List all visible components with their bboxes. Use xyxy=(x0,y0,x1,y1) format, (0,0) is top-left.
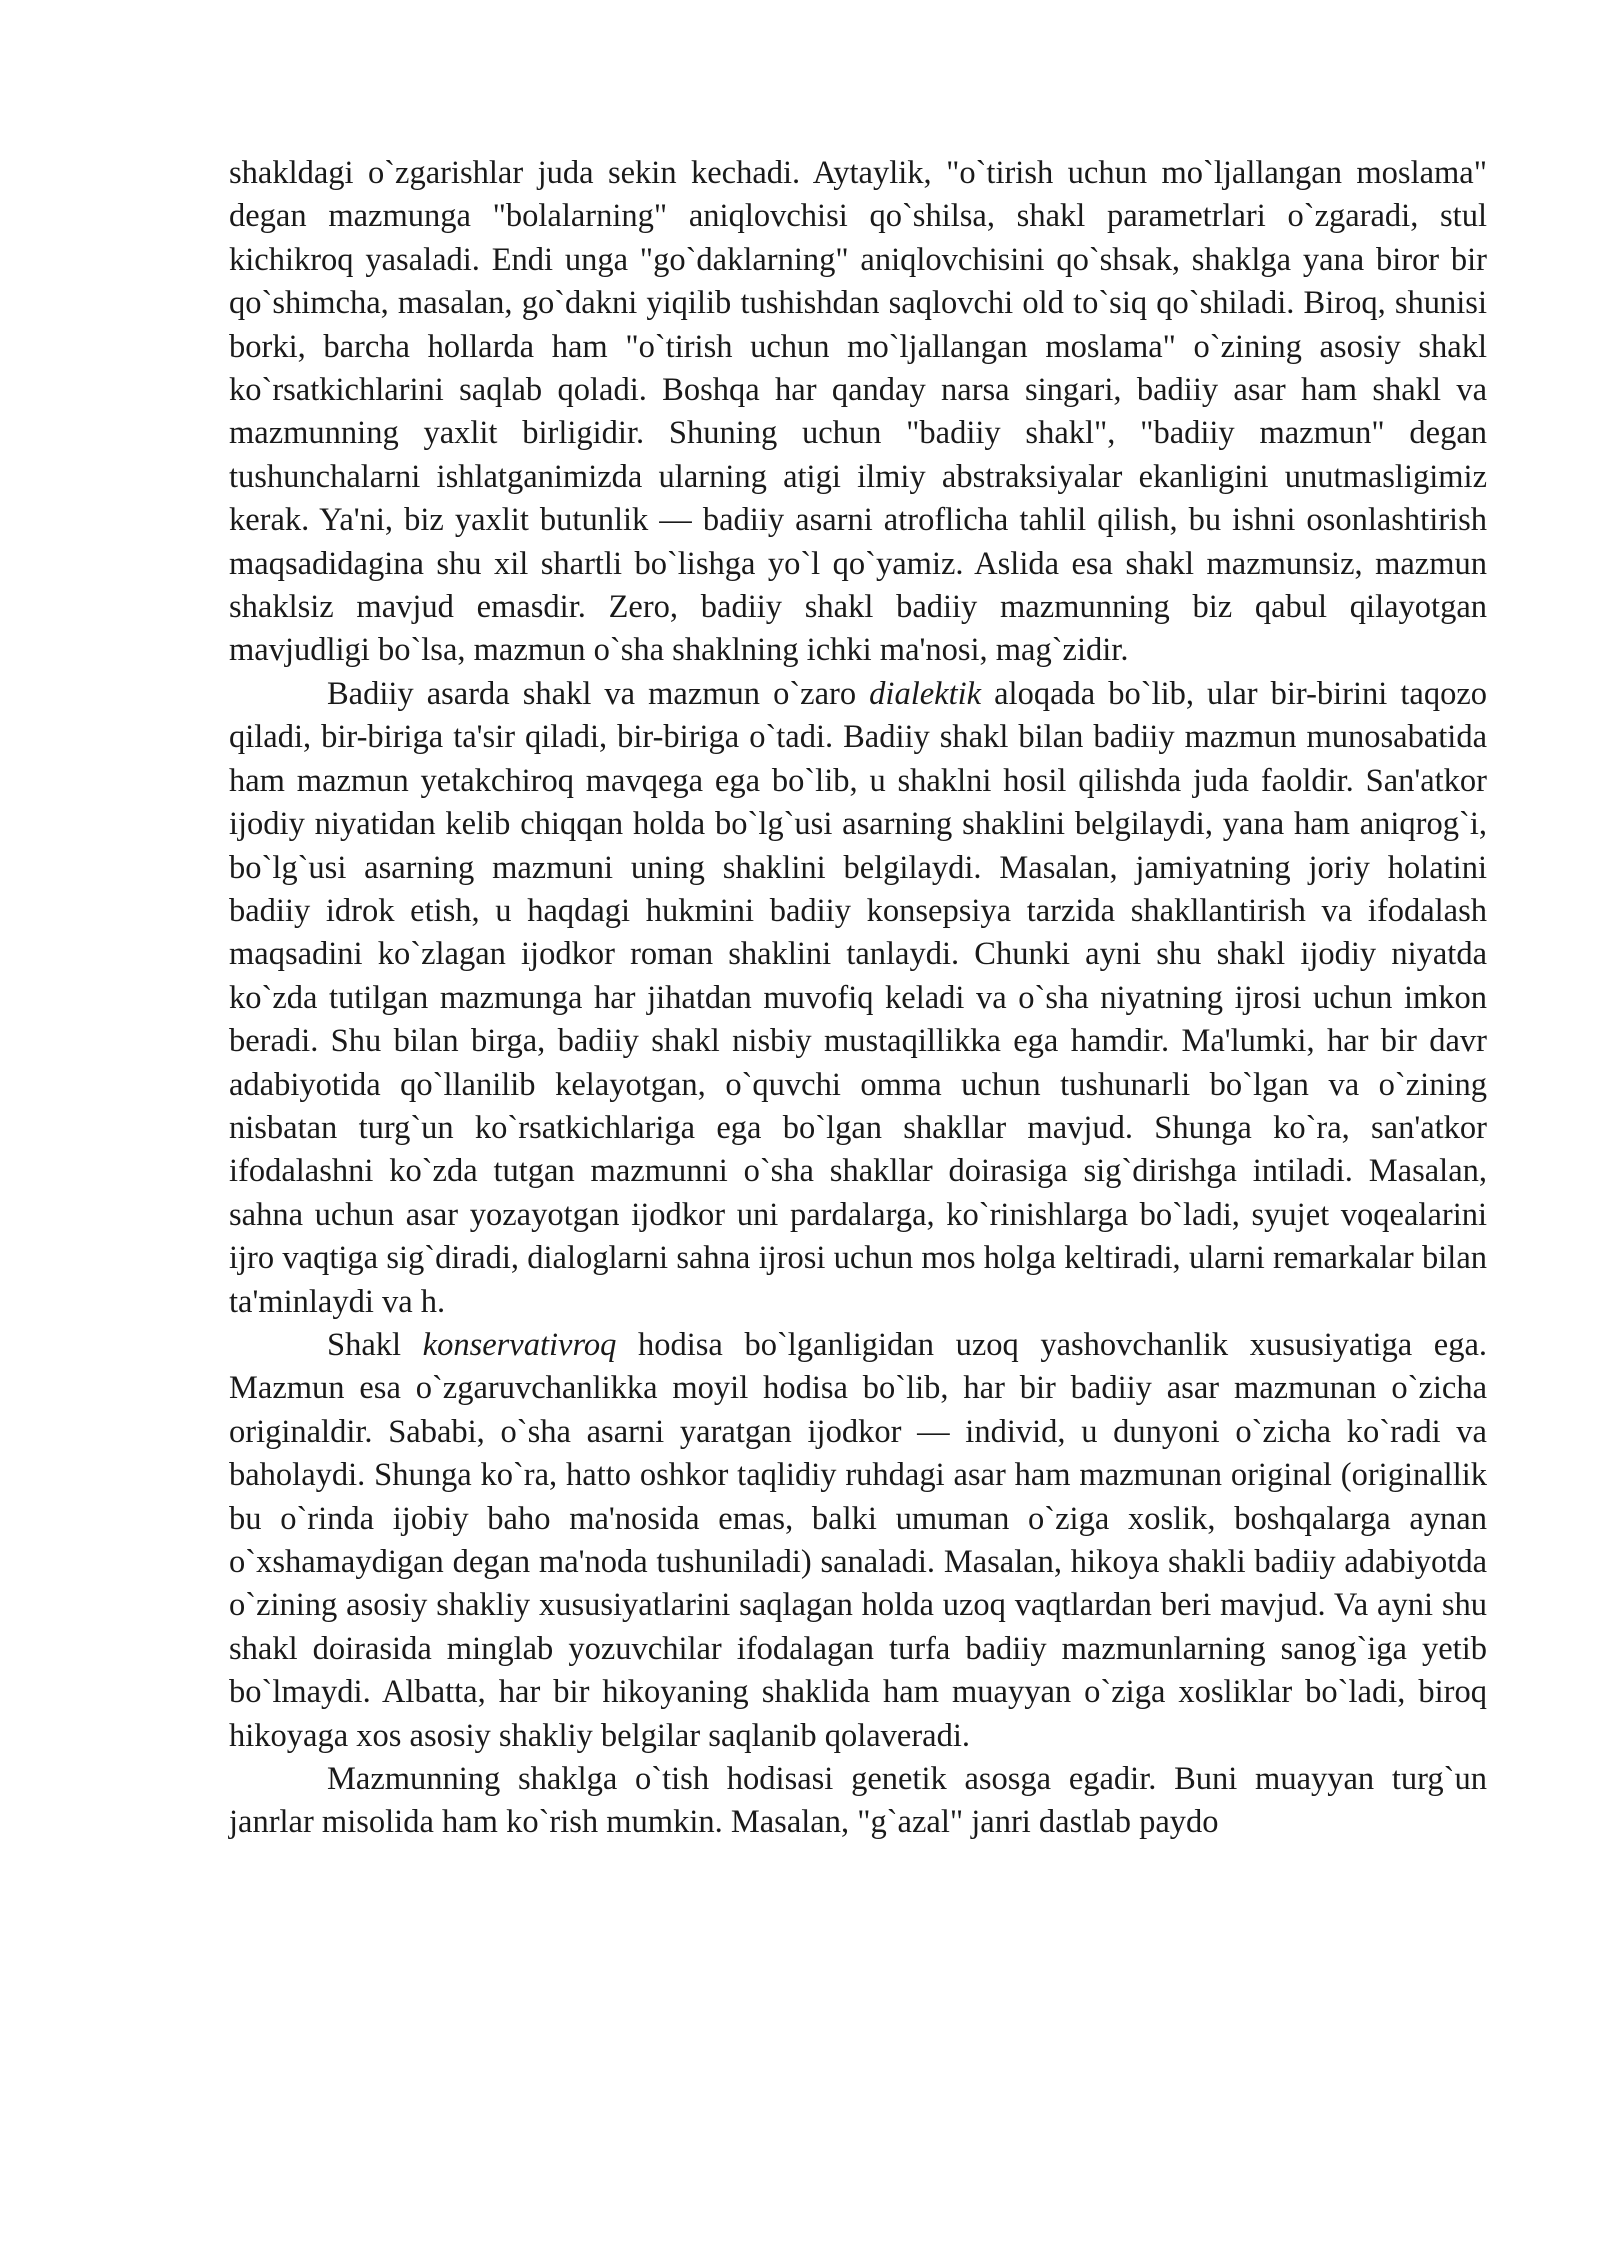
paragraph-2-text-b: aloqada bo`lib, ular bir-birini taqozo qiladi, bir-biriga ta'sir qiladi, bir-biriga o`tadi. Badiiy shakl bilan badiiy mazmun munosabatida ham mazmun yetakchiroq mavqega ega bo`lib, u shaklni hosil qilishda juda faoldir. San'atkor ijodiy niyatidan kelib chiqqan holda bo`lg`usi asarning shaklini belgilaydi, yana ham aniqrog`i, bo`lg`usi asarning mazmuni uning shaklini belgilaydi. Masalan, jamiyatning joriy holatini badiiy idrok etish, u haqdagi hukmini badiiy konsepsiya tarzida shakllantirish va ifodalash maqsadini ko`zlagan ijodkor roman shaklini tanlaydi. Chunki ayni shu shakl ijodiy niyatda ko`zda tutilgan mazmunga har jihatdan muvofiq keladi va o`sha niyatning ijrosi uchun imkon beradi. Shu bilan birga, badiiy shakl nisbiy mustaqillikka ega hamdir. Ma'lumki, har bir davr adabiyotida qo`llanilib kelayotgan, o`quvchi omma uchun tushunarli bo`lgan va o`zining nisbatan turg`un ko`rsatkichlariga ega bo`lgan shakllar mavjud. Shunga ko`ra, san'atkor ifodalashni ko`zda tutgan mazmunni o`sha shakllar doirasiga sig`dirishga intiladi. Masalan, sahna uchun asar yozayotgan ijodkor uni pardalarga, ko`rinishlarga bo`ladi, syujet voqealarini ijro vaqtiga sig`diradi, dialoglarni sahna ijrosi uchun mos holga keltiradi, ularni remarkalar bilan ta'minlaydi va h. xyxy=(229,675,1488,1320)
paragraph-4 xyxy=(229,1758,1487,1845)
paragraph-3-text-b: hodisa bo`lganligidan uzoq yashovchanlik xususiyatiga ega. Mazmun esa o`zgaruvchanlikka moyil hodisa bo`lib, har bir badiiy asar mazmunan o`zicha originaldir. Sababi, o`sha asarni yaratgan ijodkor — individ, u dunyoni o`zicha ko`radi va baholaydi. Shunga ko`ra, hatto oshkor taqlidiy ruhdagi asar ham mazmunan original (originallik bu o`rinda ijobiy baho ma'nosida emas, balki umuman o`ziga xoslik, boshqalarga aynan o`xshamaydigan degan ma'noda tushuniladi) sanaladi. Masalan, hikoya shakli badiiy adabiyotda o`zining asosiy shakliy xususiyatlarini saqlagan holda uzoq vaqtlardan beri mavjud. Va ayni shu shakl doirasida minglab yozuvchilar ifodalagan turfa badiiy mazmunlarning sanog`iga yetib bo`lmaydi. Albatta, har bir hikoyaning shaklida ham muayyan o`ziga xosliklar bo`ladi, biroq hikoyaga xos asosiy shakliy belgilar saqlanib qolaveradi. xyxy=(229,1326,1488,1754)
paragraph-1 xyxy=(229,152,1487,673)
paragraph-3-italic-term: konservativroq xyxy=(422,1326,617,1363)
paragraph-3 xyxy=(229,1324,1487,1758)
paragraph-2-italic-term: dialektik xyxy=(869,675,982,712)
document-body xyxy=(229,152,1487,1845)
paragraph-4-text: Mazmunning shaklga o`tish hodisasi genetik asosga egadir. Buni muayyan turg`un janrlar misolida ham ko`rish mumkin. Masalan, "g`azal" janri dastlab paydo xyxy=(229,1761,1487,1841)
paragraph-1-text: shakldagi o`zgarishlar juda sekin kechadi. Aytaylik, "o`tirish uchun mo`ljallangan moslama" degan mazmunga "bolalarning" aniqlovchisi qo`shilsa, shakl parametrlari o`zgaradi, stul kichikroq yasaladi. Endi unga "go`daklarning" aniqlovchisini qo`shsak, shaklga yana biror bir qo`shimcha, masalan, go`dakni yiqilib tushishdan saqlovchi old to`siq qo`shiladi. Biroq, shunisi borki, barcha hollarda ham "o`tirish uchun mo`ljallangan moslama" o`zining asosiy shakl ko`rsatkichlarini saqlab qoladi. Boshqa har qanday narsa singari, badiiy asar ham shakl va mazmunning yaxlit birligidir. Shuning uchun "badiiy shakl", "badiiy mazmun" degan tushunchalarni ishlatganimizda ularning atigi ilmiy abstraksiyalar ekanligini unutmasligimiz kerak. Ya'ni, biz yaxlit butunlik — badiiy asarni atroflicha tahlil qilish, bu ishni osonlashtirish maqsadidagina shu xil shartli bo`lishga yo`l qo`yamiz. Aslida esa shakl mazmunsiz, mazmun shaklsiz mavjud emasdir. Zero, badiiy shakl badiiy mazmunning biz qabul qilayotgan mavjudligi bo`lsa, mazmun o`sha shaklning ichki ma'nosi, mag`zidir. xyxy=(229,155,1487,669)
paragraph-3-text-a: Shakl xyxy=(327,1326,423,1363)
paragraph-2-text-a: Badiiy asarda shakl va mazmun o`zaro xyxy=(327,675,870,712)
paragraph-2 xyxy=(229,673,1487,1324)
